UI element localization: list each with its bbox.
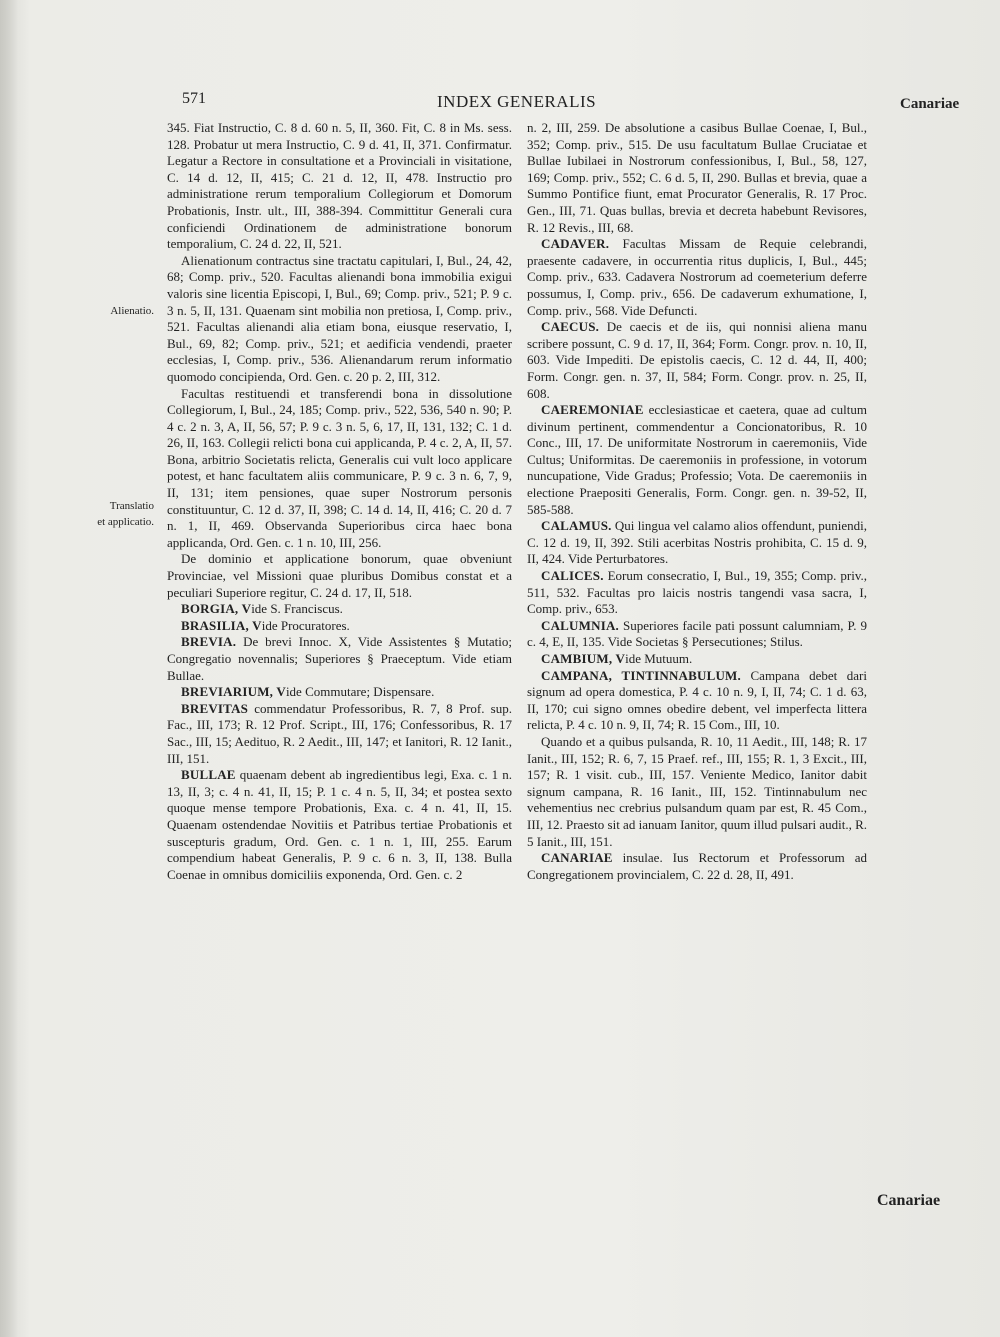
index-entry: Facultas restituendi et transferendi bona in dissolutione Collegiorum, I, Bul., 24, 185; Comp. priv., 522, 536, 540 n. 90; P. 4 c. 2 n. 3, A, II, 56, 57; P. 9 c. 3 n. 5, 6, 17, II, 131, 132; C. 1 d. 26, II, 163. Collegii relicti bona cui applicanda, P. 4 c. 2, A, II, 57. Bona, arbitrio Societatis relicta, Generalis cui vult loco applicare potest, et hanc facultatem aliis communicare, P. 9 c. 3 n. 6, 7, 9, II, 131; item pensiones, quae super Nostrorum personis constituuntur, C. 12 d. 37, II, 398; C. 14 d. 14, II, 416; C. 20 d. 7 n. 1, II, 469. Observanda Superioribus circa haec bona applicanda, Ord. Gen. c. 1 n. 10, III, 256.	[167, 385, 512, 550]
margin-note-alienatio: Alienatio.	[110, 305, 154, 317]
left-column	[167, 120, 512, 883]
entry-headword: CALAMUS.	[541, 518, 612, 534]
margin-note-translatio-2: et applicatio.	[97, 516, 154, 528]
index-entry: CALAMUS. Qui lingua vel calamo alios offendunt, puniendi, C. 12 d. 19, II, 392. Stili acerbitas Nostris prohibita, C. 15 d. 9, II, 424. Vide Perturbatores.	[527, 518, 867, 567]
entry-headword: CAECUS.	[541, 319, 600, 335]
entry-headword: BULLAE	[181, 767, 236, 783]
index-entry: BREVIA. De brevi Innoc. X, Vide Assistentes § Mutatio; Congregatio novennalis; Superiores § Praeceptum. Vide etiam Bullae.	[167, 634, 512, 683]
entry-headword: CANARIAE	[541, 850, 613, 866]
index-entry: BREVITAS commendatur Professoribus, R. 7, 8 Prof. sup. Fac., III, 173; R. 12 Prof. Script., III, 176; Confessoribus, R. 17 Sac., III, 15; Aedituo, R. 2 Aedit., III, 147; et Ianitori, R. 12 Ianit., III, 151.	[167, 700, 512, 766]
running-title: INDEX GENERALIS	[437, 92, 597, 111]
thumb-index-top: Canariae	[900, 96, 960, 112]
index-entry: CAMPANA, TINTINNABULUM. Campana debet dari signum ad opera domestica, P. 4 c. 10 n. 9, I, II, 74; C. 1 d. 63, II, 170; cui signo omnes obedire debent, vel imperfecta littera relicta, P. 4 c. 10 n. 9, II, 74; R. 15 Com., III, 10.	[527, 667, 867, 733]
entry-headword: CADAVER.	[541, 236, 610, 252]
entry-headword: CAEREMONIAE	[541, 402, 644, 418]
entry-headword: CAMBIUM, V	[541, 651, 626, 666]
index-entry: BORGIA, Vide S. Franciscus.	[181, 601, 343, 617]
index-entry: CALUMNIA. Superiores facile pati possunt calumniam, P. 9 c. 4, E, II, 135. Vide Societas § Persecutiones; Stilus.	[527, 617, 867, 650]
entry-headword: CALICES.	[541, 568, 604, 584]
index-entry: CANARIAE insulae. Ius Rectorum et Professorum ad Congregationem provincialem, C. 22 d. 28, II, 491.	[527, 850, 867, 882]
index-entry: Quando et a quibus pulsanda, R. 10, 11 Aedit., III, 148; R. 17 Ianit., III, 152; R. 6, 7, 15 Praef. ref., III, 155; R. 1, 3 Excit., III, 157; R. 1 visit. cub., III, 157. Veniente Medico, Ianitor dabit signum campana, R. 16 Ianit., III, 152. Tintinnabulum nec vehementius nec crebrius pulsandum quam par est, R. 45 Com., III, 12. Praesto sit ad ianuam Ianitor, quum illud pulsari audit., R. 5 Ianit., III, 151.	[527, 733, 867, 849]
entry-headword: CALUMNIA.	[541, 617, 619, 633]
thumb-index-bottom: Canariae	[877, 1192, 941, 1209]
page-number: 571	[182, 90, 206, 107]
entry-headword: BREVIARIUM, V	[181, 684, 286, 700]
index-entry: BULLAE quaenam debent ab ingredientibus legi, Exa. c. 1 n. 13, II, 3; c. 4 n. 41, II, 15; P. 1 c. 4 n. 5, II, 34; et postea sexto quoque mense tempore Probationis, Exa. c. 4 n. 41, II, 15. Quaenam ostendendae Novitiis et Patribus tertiae Probationis et suscepturis gradum, Ord. Gen. c. 1 n. 1, III, 255. Earum compendium habeat Generalis, P. 9 c. 6 n. 3, II, 138. Bulla Coenae in omnibus domiciliis exponenda, Ord. Gen. c. 2	[167, 767, 512, 882]
index-entry: Alienationum contractus sine tractatu capitulari, I, Bul., 24, 42, 68; Comp. priv., 520. Facultas alienandi bona immobilia exigui valoris sine licentia Episcopi, I, Bul., 69; Comp. priv., 521; P. 9 c. 3 n. 5, II, 131. Quaenam sint mobilia non pretiosa, I, Comp. priv., 521. Facultas alienandi alia etiam bona, eiusque reservatio, I, Bul., 69, 82; Comp. priv., 521; et aedificia vendendi, praeter ecclesias, I, Comp. priv., 536. Alienandarum rerum informatio quomodo concipienda, Ord. Gen. c. 20 p. 2, III, 312.	[167, 252, 512, 384]
index-entry: n. 2, III, 259. De absolutione a casibus Bullae Coenae, I, Bul., 352; Comp. priv., 515. De usu facultatum Bullae Cruciatae et Bullae Iubilaei in Nostrorum confessionibus, I, Bul., 58, 127, 169; Comp. priv., 552; C. 6 d. 5, II, 290. Bullas et brevia, quae a Summo Pontifice fiunt, emat Procurator Generalis, R. 17 Proc. Gen., III, 71. Quas bullas, brevia et decreta habebunt Revisores, R. 12 Revis., III, 68.	[527, 120, 867, 235]
index-entry: CAEREMONIAE ecclesiasticae et caetera, quae ad cultum divinum pertinent, commendentur a Concionatoribus, R. 10 Conc., III, 17. De uniformitate Nostrorum in caeremoniis, Vide Cultus; Uniformitas. De caeremoniis in professione, in votorum nuncupatione, Vide Gradus; Professio; Vota. De caeremoniis in electione Praepositi Generalis, Form. Congr. gen. n. 39-52, II, 585-588.	[527, 402, 867, 517]
page-gutter-shadow	[0, 0, 18, 1337]
index-entry: BREVIARIUM, Vide Commutare; Dispensare.	[181, 684, 435, 700]
index-entry: BRASILIA, Vide Procuratores.	[181, 617, 350, 633]
index-entry: CALICES. Eorum consecratio, I, Bul., 19, 355; Comp. priv., 511, 532. Facultas pro laicis nostris tangendi vasa sacra, I, Comp. priv., 653.	[527, 568, 867, 617]
index-entry: De dominio et applicatione bonorum, quae obveniunt Provinciae, vel Missioni quae pluribus Domibus constat et a peculiari Superiore regitur, C. 24 d. 17, II, 518.	[167, 551, 512, 600]
entry-headword: BRASILIA, V	[181, 617, 262, 633]
entry-headword: BORGIA, V	[181, 601, 252, 617]
index-entry: CAMBIUM, Vide Mutuum.	[541, 651, 693, 666]
margin-note-translatio-1: Translatio	[109, 500, 154, 512]
entry-headword: CAMPANA, TINTINNABULUM.	[541, 667, 741, 683]
index-entry: CAECUS. De caecis et de iis, qui nonnisi aliena manu scribere possunt, C. 9 d. 17, II, 364; Form. Congr. prov. n. 10, II, 603. Vide Impediti. De epistolis caecis, C. 12 d. 44, II, 400; Form. Congr. gen. n. 37, II, 584; Form. Congr. prov. n. 25, II, 608.	[527, 319, 867, 401]
entry-headword: BREVITAS	[181, 700, 249, 716]
index-entry: CADAVER. Facultas Missam de Requie celebrandi, praesente cadavere, in occurrentia ritus duplicis, I, Bul., 445; Comp. priv., 633. Cadavera Nostrorum ad coemeterium deferre possumus, I, Comp. priv., 656. De cadaverum exhumatione, I, Comp. priv., 568. Vide Defuncti.	[527, 236, 867, 318]
entry-headword: BREVIA.	[181, 634, 237, 650]
index-entry: 345. Fiat Instructio, C. 8 d. 60 n. 5, II, 360. Fit, C. 8 in Ms. sess. 128. Probatur ut mera Instructio, C. 9 d. 41, II, 371. Confirmatur. Legatur a Rectore in consultatione et a Provinciali in visitatione, C. 14 d. 12, II, 415; C. 21 d. 12, II, 478. Instructio pro administratione rerum temporalium Collegiorum et Domorum Probationis, Instr. ult., III, 388-394. Committitur Generali cura conficiendi Ordinationem de administratione bonorum temporalium, C. 24 d. 22, II, 521.	[167, 120, 512, 252]
right-column	[527, 120, 867, 883]
